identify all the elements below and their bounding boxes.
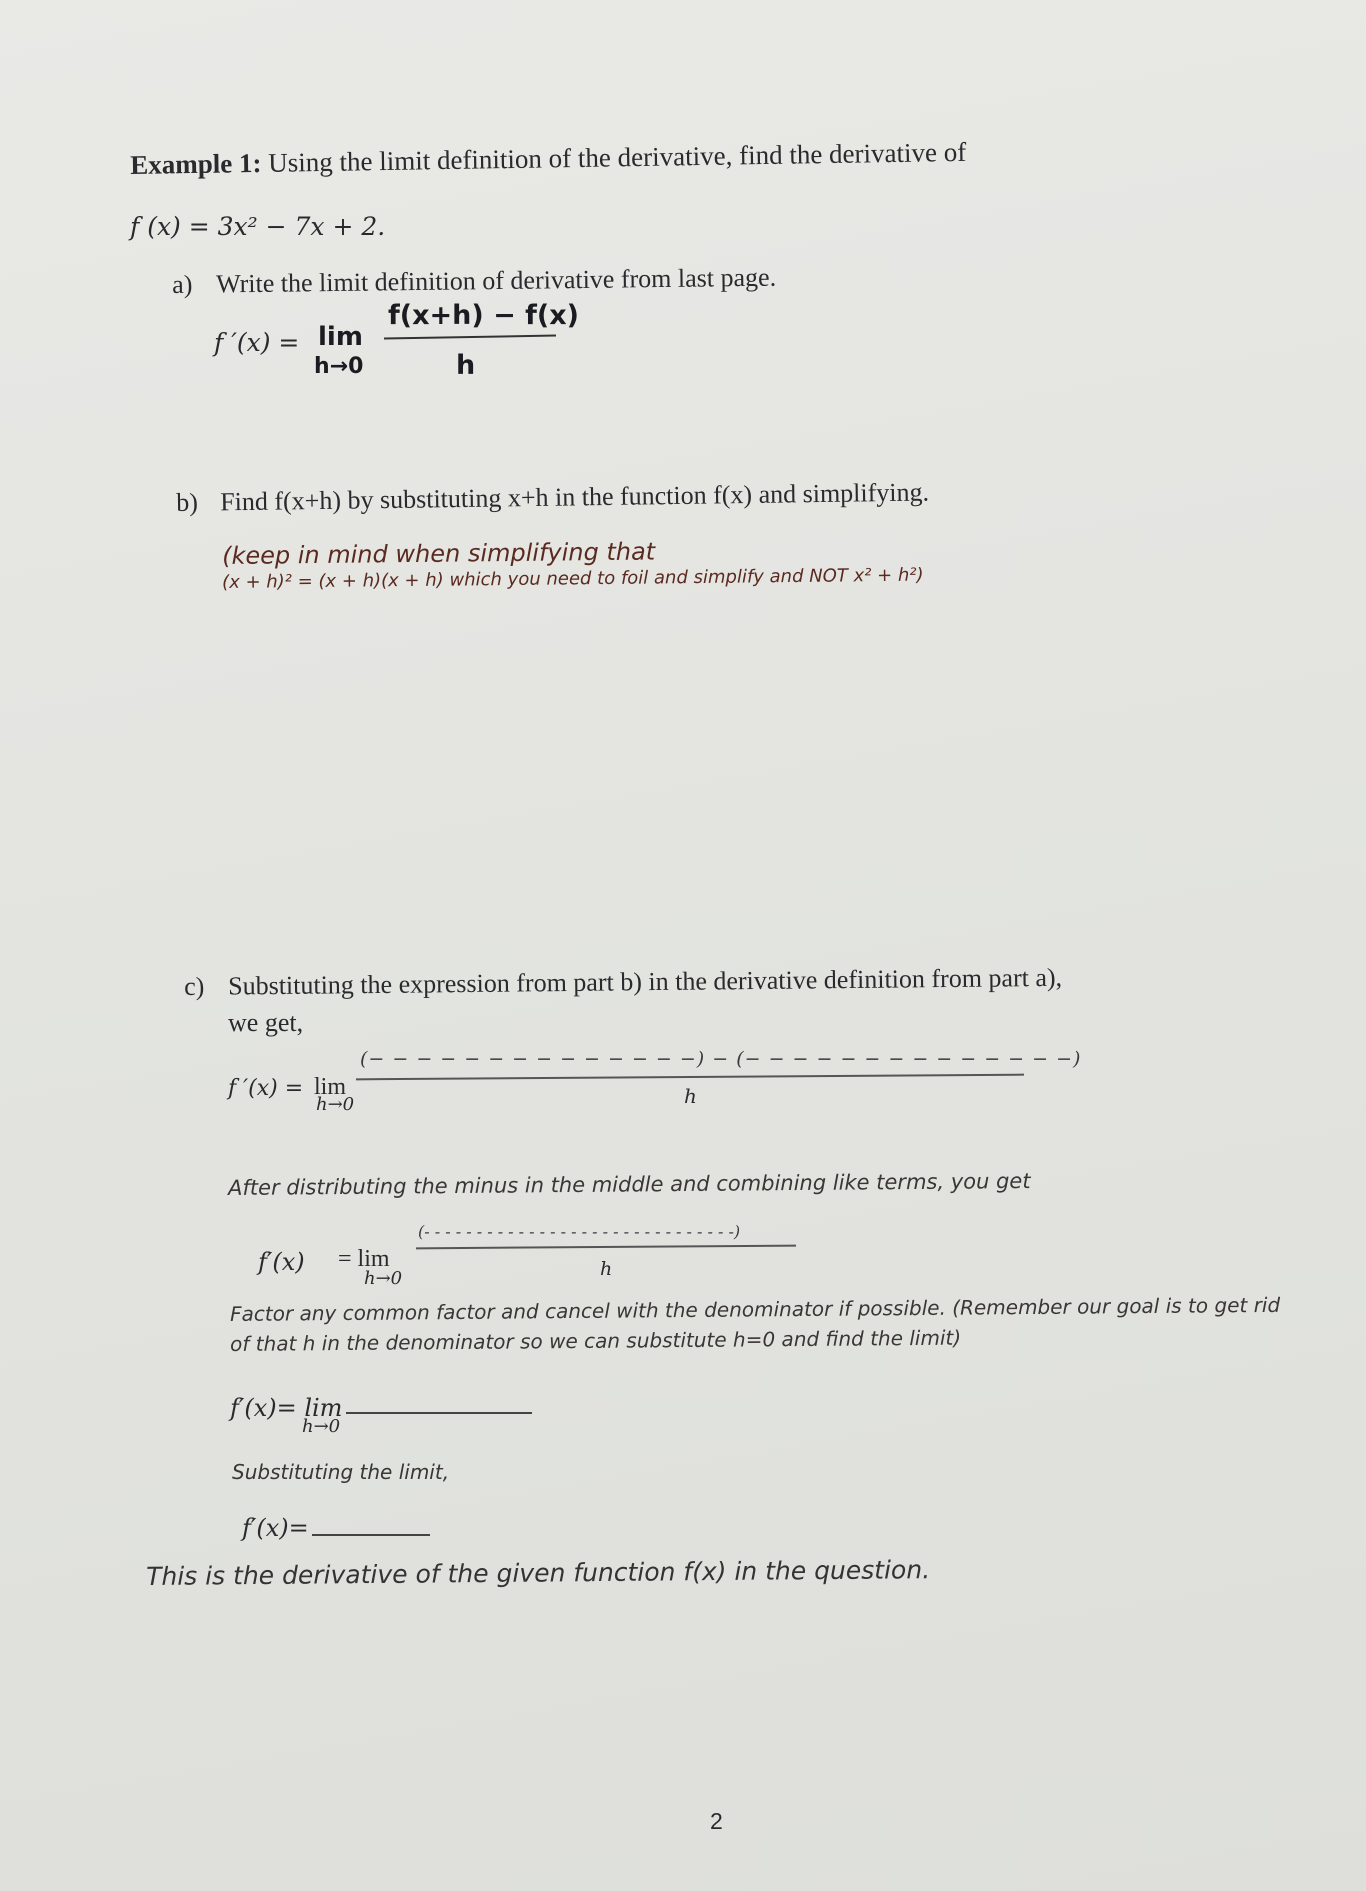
part-c-eq2: = lim	[338, 1246, 390, 1272]
part-c-text-line1: Substituting the expression from part b) in the derivative definition from part a),	[227, 962, 1063, 1001]
part-c-label: c)	[184, 971, 205, 1001]
part-c-lhs2: f′(x)	[258, 1248, 305, 1276]
part-c-prompt-line1	[184, 963, 1062, 1002]
part-a-label: a)	[172, 269, 193, 299]
part-a-numerator: f(x+h) − f(x)	[388, 300, 579, 331]
part-c-text-line2: we get,	[228, 1008, 304, 1037]
part-c-lim1: lim	[314, 1074, 347, 1100]
part-c-lim2-sub: h→0	[364, 1268, 403, 1289]
part-c-factor-line2: of that h in the denominator so we can substitute h=0 and find the limit)	[230, 1325, 962, 1356]
part-a-fraction-bar	[384, 334, 556, 339]
conclusion-text: This is the derivative of the given function f(x) in the question.	[146, 1555, 931, 1591]
part-c-factor-line1: Factor any common factor and cancel with the denominator if possible. (Remember our goal is to get rid	[230, 1292, 1281, 1326]
part-c-denominator2: h	[600, 1258, 613, 1280]
part-c-fraction-bar2	[416, 1245, 796, 1250]
part-c-numerator1: (− − − − − − − − − − − − − −) − (− − − − − − − − − − − − − −)	[360, 1048, 1082, 1070]
part-b-label: b)	[176, 487, 199, 517]
part-a-lim: lim	[318, 322, 363, 352]
example-title	[130, 137, 966, 181]
part-c-after-text: After distributing the minus in the middle and combining like terms, you get	[228, 1168, 1031, 1200]
part-c-numerator2: (- - - - - - - - - - - - - - - - - - - - - - - - - - - - - -)	[418, 1222, 741, 1241]
part-b-note-line1: (keep in mind when simplifying that	[222, 537, 656, 570]
page-number: 2	[710, 1808, 723, 1834]
part-c-denominator1: h	[684, 1084, 697, 1108]
part-a-denominator: h	[456, 350, 476, 381]
derivative-answer-blank[interactable]	[312, 1534, 430, 1536]
part-c-lim3-sub: h→0	[302, 1416, 341, 1437]
part-c-substituting: Substituting the limit,	[232, 1460, 450, 1484]
part-c-lim1-sub: h→0	[316, 1094, 355, 1115]
part-a-lim-sub: h→0	[314, 354, 364, 379]
simplified-limit-blank[interactable]	[346, 1412, 532, 1414]
part-c-lhs4: f′(x)=	[242, 1514, 309, 1542]
part-a-text: Write the limit definition of derivative from last page.	[215, 262, 777, 299]
part-b-text: Find f(x+h) by substituting x+h in the function f(x) and simplifying.	[219, 477, 930, 517]
part-c-lhs1: f ′(x) =	[228, 1076, 304, 1101]
part-c-fraction-bar1	[356, 1074, 1024, 1081]
part-b-note-line2: (x + h)² = (x + h)(x + h) which you need to foil and simplify and NOT x² + h²)	[222, 564, 924, 593]
part-c-lhs3: f′(x)= lim	[230, 1394, 343, 1422]
part-a-lhs: f ′(x) =	[214, 328, 300, 357]
part-b-prompt	[176, 477, 929, 518]
example-label: Example 1:	[130, 147, 262, 180]
part-a-prompt	[172, 263, 776, 300]
function-definition: f (x) = 3x² − 7x + 2.	[130, 212, 386, 241]
example-prompt: Using the limit definition of the derivative, find the derivative of	[261, 136, 967, 178]
